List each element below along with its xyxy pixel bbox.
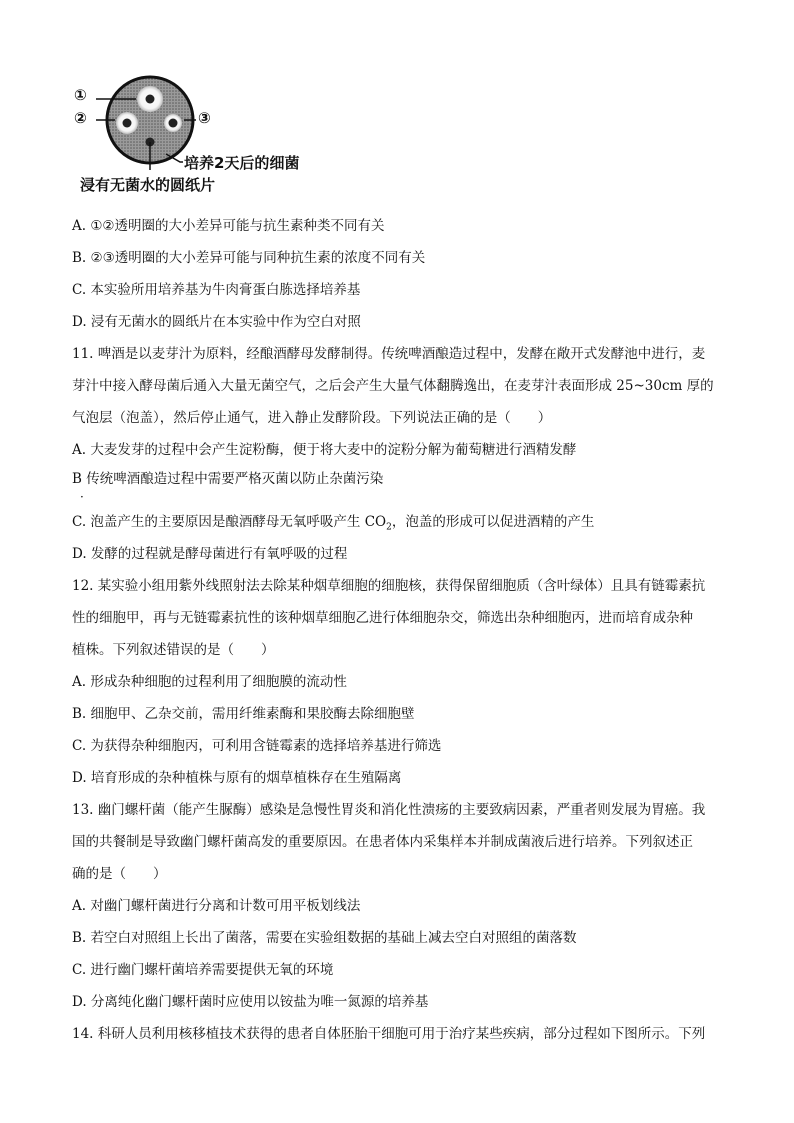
label-bacteria: 培养2天后的细菌 [184, 154, 300, 172]
q12-stem-line-3: 植株。下列叙述错误的是（ ） [72, 642, 275, 658]
q10-option-d: D. 浸有无菌水的圆纸片在本实验中作为空白对照 [72, 314, 361, 330]
disc-1 [146, 95, 155, 104]
q10-option-c: C. 本实验所用培养基为牛肉膏蛋白胨选择培养基 [72, 282, 361, 298]
q13-option-c: C. 进行幽门螺杆菌培养需要提供无氧的环境 [72, 962, 334, 978]
disc-3 [169, 119, 178, 128]
q11-stem-line-2: 芽汁中接入酵母菌后通入大量无菌空气，之后会产生大量气体翻腾逸出，在麦芽汁表面形成 25~30cm 厚的 [72, 378, 714, 394]
label-disc: 浸有无菌水的圆纸片 [80, 176, 216, 194]
q13-option-b: B. 若空白对照组上长出了菌落，需要在实验组数据的基础上减去空白对照组的菌落数 [72, 930, 577, 946]
q14-stem-line-1: 14. 科研人员利用核移植技术获得的患者自体胚胎干细胞可用于治疗某些疾病，部分过程如下图所示。下列 [72, 1026, 706, 1042]
q11-stem-line-3: 气泡层（泡盖），然后停止通气，进入静止发酵阶段。下列说法正确的是（ ） [72, 410, 552, 426]
petri-dish-figure [70, 72, 300, 196]
marker-2: ② [74, 109, 87, 127]
q11-option-d: D. 发酵的过程就是酵母菌进行有氧呼吸的过程 [72, 546, 348, 562]
q11-option-c-text-end: ，泡盖的形成可以促进酒精的产生 [391, 514, 595, 530]
q13-stem-line-3: 确的是（ ） [72, 866, 167, 882]
q11-option-c [72, 506, 724, 538]
q13-stem-line-1: 13. 幽门螺杆菌（能产生脲酶）感染是急慢性胃炎和消化性溃疡的主要致病因素，严重者则发展为胃癌。我 [72, 802, 706, 818]
q12-stem-line-2: 性的细胞甲，再与无链霉素抗性的该种烟草细胞乙进行体细胞杂交，筛选出杂种细胞丙，进而培育成杂种 [72, 610, 693, 626]
q13-option-a: A. 对幽门螺杆菌进行分离和计数可用平板划线法 [72, 898, 361, 914]
marker-3: ③ [198, 109, 211, 127]
q11-stem-line-1: 11. 啤酒是以麦芽汁为原料，经酿酒酵母发酵制得。传统啤酒酿造过程中，发酵在敞开式发酵池中进行，麦 [72, 346, 706, 362]
q12-option-d: D. 培育形成的杂种植株与原有的烟草植株存在生殖隔离 [72, 770, 402, 786]
q11-option-b: B 传统啤酒酿造过程中需要严格灭菌以防止杂菌污染 [72, 471, 384, 487]
q10-option-b: B. ②③透明圈的大小差异可能与同种抗生素的浓度不同有关 [72, 250, 426, 266]
q13-option-d: D. 分离纯化幽门螺杆菌时应使用以铵盐为唯一氮源的培养基 [72, 994, 429, 1010]
q12-option-a: A. 形成杂种细胞的过程利用了细胞膜的流动性 [72, 674, 347, 690]
co2-subscript: 2 [386, 522, 392, 533]
q10-option-a: A. ①②透明圈的大小差异可能与抗生素种类不同有关 [72, 218, 385, 234]
stray-mark: · [80, 490, 84, 504]
q13-stem-line-2: 国的共餐制是导致幽门螺杆菌高发的重要原因。在患者体内采集样本并制成菌液后进行培养。下列叙述正 [72, 834, 693, 850]
disc-2 [123, 119, 132, 128]
q11-option-a: A. 大麦发芽的过程中会产生淀粉酶，便于将大麦中的淀粉分解为葡萄糖进行酒精发酵 [72, 442, 577, 458]
q12-option-b: B. 细胞甲、乙杂交前，需用纤维素酶和果胶酶去除细胞壁 [72, 706, 415, 722]
marker-1: ① [74, 86, 87, 104]
question-content [72, 210, 724, 1050]
q12-option-c: C. 为获得杂种细胞丙，可利用含链霉素的选择培养基进行筛选 [72, 738, 442, 754]
q11-option-c-text: C. 泡盖产生的主要原因是酿酒酵母无氧呼吸产生 CO [72, 514, 387, 530]
q12-stem-line-1: 12. 某实验小组用紫外线照射法去除某种烟草细胞的细胞核，获得保留细胞质（含叶绿体）且具有链霉素抗 [72, 578, 706, 594]
